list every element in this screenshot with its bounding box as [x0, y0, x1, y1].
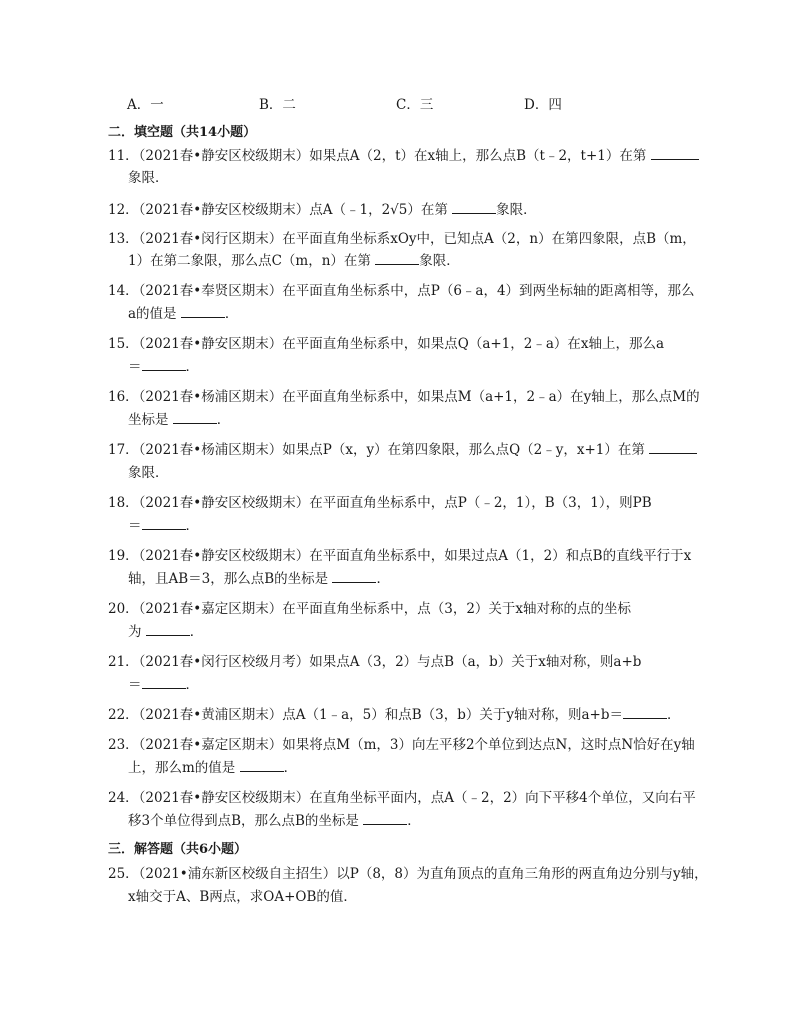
question-15: 15．（2021春•静安区期末）在平面直角坐标系中，如果点Q（a+1，2﹣a）在x轴上，那么a [108, 336, 665, 352]
question-19-cont: 轴，且AB＝3，那么点B的坐标是 ． [128, 571, 390, 587]
question-21: 21．（2021春•闵行区校级月考）如果点A（3，2）与点B（a，b）关于x轴对称，则a+b [108, 654, 642, 670]
question-23: 23．（2021春•嘉定区期末）如果将点M（m，3）向左平移2个单位到达点N，这时点N恰好在y轴 [108, 737, 695, 753]
choice-options [127, 93, 647, 113]
answer-blank [173, 410, 217, 424]
answer-blank [142, 516, 186, 530]
section-title-fill-blank: 二．填空题（共14小题） [108, 125, 257, 140]
question-11: 11．（2021春•静安区校级期末）如果点A（2，t）在x轴上，那么点B（t﹣2，t+1）在第 [108, 146, 699, 166]
answer-blank [332, 569, 376, 583]
question-15-cont: ＝ ． [128, 359, 199, 375]
question-25: 25．（2021•浦东新区校级自主招生）以P（8，8）为直角顶点的直角三角形的两直角边分别与y轴， [108, 866, 708, 882]
question-11-cont: 象限． [128, 170, 169, 186]
choice-b: B．二 [259, 97, 296, 113]
answer-blank [146, 622, 190, 636]
question-24: 24．（2021春•静安区校级期末）在直角坐标平面内，点A（﹣2，2）向下平移4个单位，又向右平 [108, 790, 696, 806]
choice-d: D．四 [524, 97, 562, 113]
answer-blank [649, 440, 697, 454]
section-title-solve: 三．解答题（共6小题） [108, 842, 248, 857]
question-17: 17．（2021春•杨浦区期末）如果点P（x，y）在第四象限，那么点Q（2﹣y，x+1）在第 [108, 440, 697, 460]
question-22: 22．（2021春•黄浦区期末）点A（1﹣a，5）和点B（3，b）关于y轴对称，则a+b＝ ． [108, 707, 681, 723]
question-24-cont: 移3个单位得到点B，那么点B的坐标是 ． [128, 813, 421, 829]
question-23-cont: 上，那么m的值是 ． [128, 760, 298, 776]
question-13: 13．（2021春•闵行区期末）在平面直角坐标系xOy中，已知点A（2，n）在第四象限，点B（m， [108, 231, 696, 247]
question-20: 20．（2021春•嘉定区期末）在平面直角坐标系中，点（3，2）关于x轴对称的点的坐标 [108, 601, 632, 617]
question-14: 14．（2021春•奉贤区期末）在平面直角坐标系中，点P（6﹣a，4）到两坐标轴的距离相等，那么 [108, 283, 695, 299]
answer-blank [452, 200, 496, 214]
question-18-cont: ＝ ． [128, 518, 199, 534]
question-19: 19．（2021春•静安区校级期末）在平面直角坐标系中，如果过点A（1，2）和点B的直线平行于x [108, 548, 692, 564]
question-16: 16．（2021春•杨浦区期末）在平面直角坐标系中，如果点M（a+1，2﹣a）在y轴上，那么点M的 [108, 389, 700, 405]
question-18: 18．（2021春•静安区校级期末）在平面直角坐标系中，点P（﹣2，1），B（3，1），则PB [108, 495, 652, 511]
question-13-cont: 1）在第二象限，那么点C（m，n）在第 象限． [128, 253, 460, 269]
answer-blank [240, 758, 284, 772]
question-21-cont: ＝ ． [128, 677, 199, 693]
question-17-cont: 象限． [128, 465, 169, 481]
question-20-cont: 为 ． [128, 624, 204, 640]
question-12: 12．（2021春•静安区校级期末）点A（﹣1，2√5）在第 象限． [108, 202, 537, 218]
answer-blank [142, 675, 186, 689]
answer-blank [375, 251, 419, 265]
choice-a: A．一 [127, 97, 164, 113]
question-14-cont: a的值是 ． [128, 306, 239, 322]
answer-blank [142, 357, 186, 371]
question-25-cont: x轴交于A、B两点，求OA+OB的值． [128, 889, 357, 905]
question-16-cont: 坐标是 ． [128, 412, 231, 428]
answer-blank [363, 811, 407, 825]
answer-blank [623, 705, 667, 719]
answer-blank [181, 304, 225, 318]
choice-c: C．三 [396, 97, 434, 113]
answer-blank [651, 146, 699, 160]
